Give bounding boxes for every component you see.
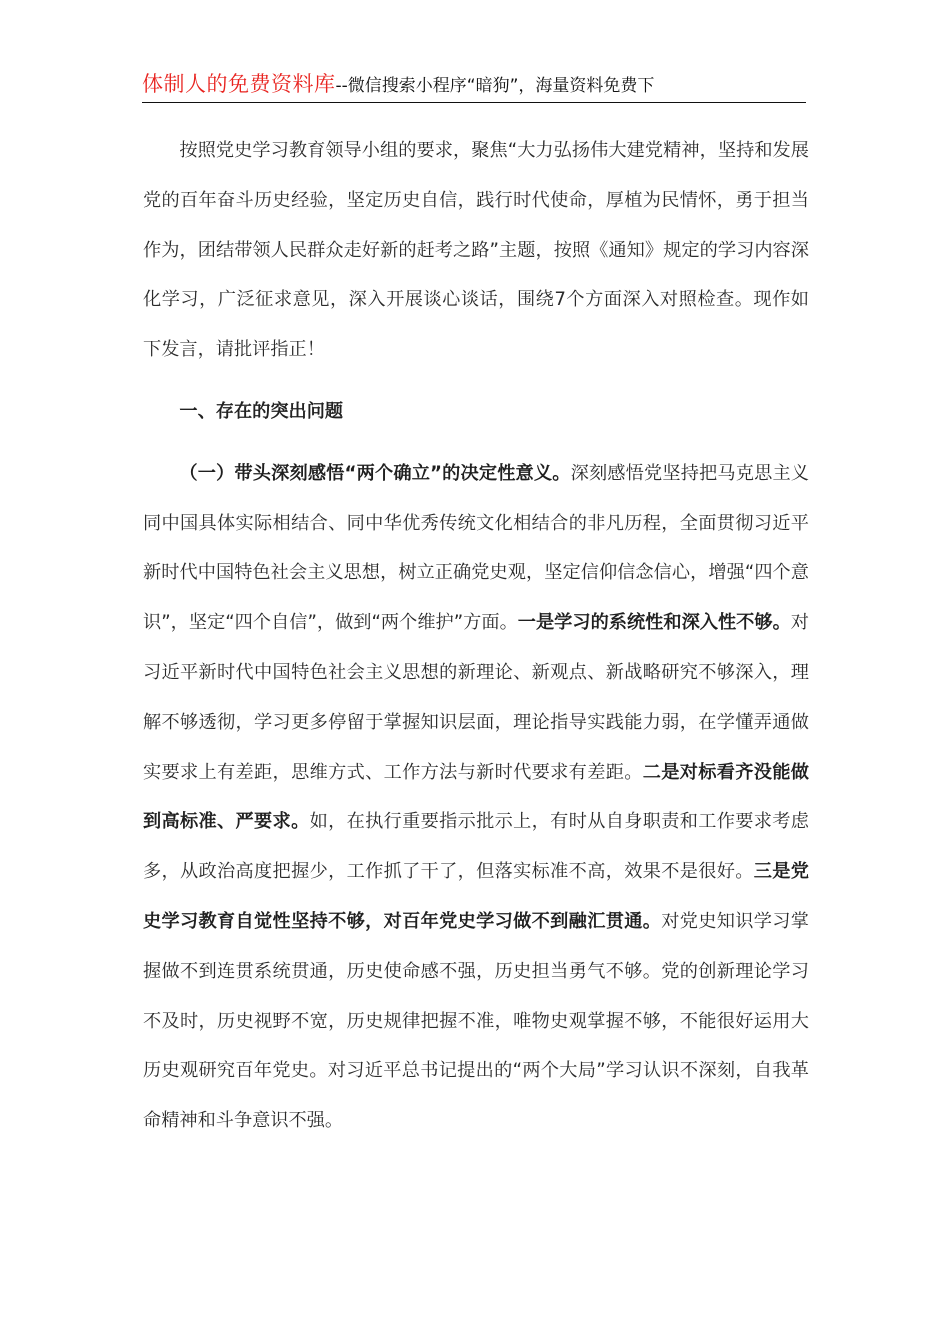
section-heading: 一、存在的突出问题 [179,400,344,422]
intro-paragraph: 按照党史学习教育领导小组的要求，聚焦“大力弘扬伟大建党精神，坚持和发展党的百年奋斗历史经验，坚定历史自信，践行时代使命，厚植为民情怀，勇于担当作为，团结带领人民群众走好新的赶考之路”主题，按照《通知》规定的学习内容深化学习，广泛征求意见，深入开展谈心谈话，围绕7个方面深入对照检查。现作如下发言，请批评指正！ [143,140,809,361]
point-two-text: 如，在执行重要指示批示上，有时从自身职责和工作要求考虑多，从政治高度把握少，工作抓了干了，但落实标准不高，效果不是很好。 [143,811,809,883]
item-text: 深刻感悟党坚持把马克思主义同中国具体实际相结合、同中华优秀传统文化相结合的非凡历程，全面贯彻习近平新时代中国特色社会主义思想，树立正确党史观，坚定信仰信念信心，增强“四个意识”，坚定“四个自信”，做到“两个维护”方面。 [143,462,809,634]
point-three-heading: 三是党史学习教育自觉性坚持不够，对百年党史学习做不到融汇贯通。 [143,861,809,932]
header-subtitle: --微信搜索小程序“暗狗”，海量资料免费下 [335,76,655,96]
point-two-heading: 二是对标看齐没能做到高标准、严要求。 [143,761,809,833]
point-one-text: 对习近平新时代中国特色社会主义思想的新理论、新观点、新战略研究不够深入，理解不够透彻，学习更多停留于掌握知识层面，理论指导实践能力弱，在学懂弄通做实要求上有差距，思维方式、工作方法与新时代要求有差距。 [143,612,809,783]
document-body [143,126,809,1146]
item-title: （一）带头深刻感悟“两个确立”的决定性意义。 [179,462,571,484]
point-one-heading: 一是学习的系统性和深入性不够。 [517,612,791,634]
header-brand: 体制人的免费资料库 [142,72,336,96]
item-paragraph [143,449,809,1146]
page-header [142,68,806,103]
point-three-text: 对党史知识学习掌握做不到连贯系统贯通，历史使命感不强，历史担当勇气不够。党的创新理论学习不及时，历史视野不宽，历史规律把握不准，唯物史观掌握不够，不能很好运用大历史观研究百年党史。对习近平总书记提出的“两个大局”学习认识不深刻，自我革命精神和斗争意识不强。 [143,910,809,1132]
